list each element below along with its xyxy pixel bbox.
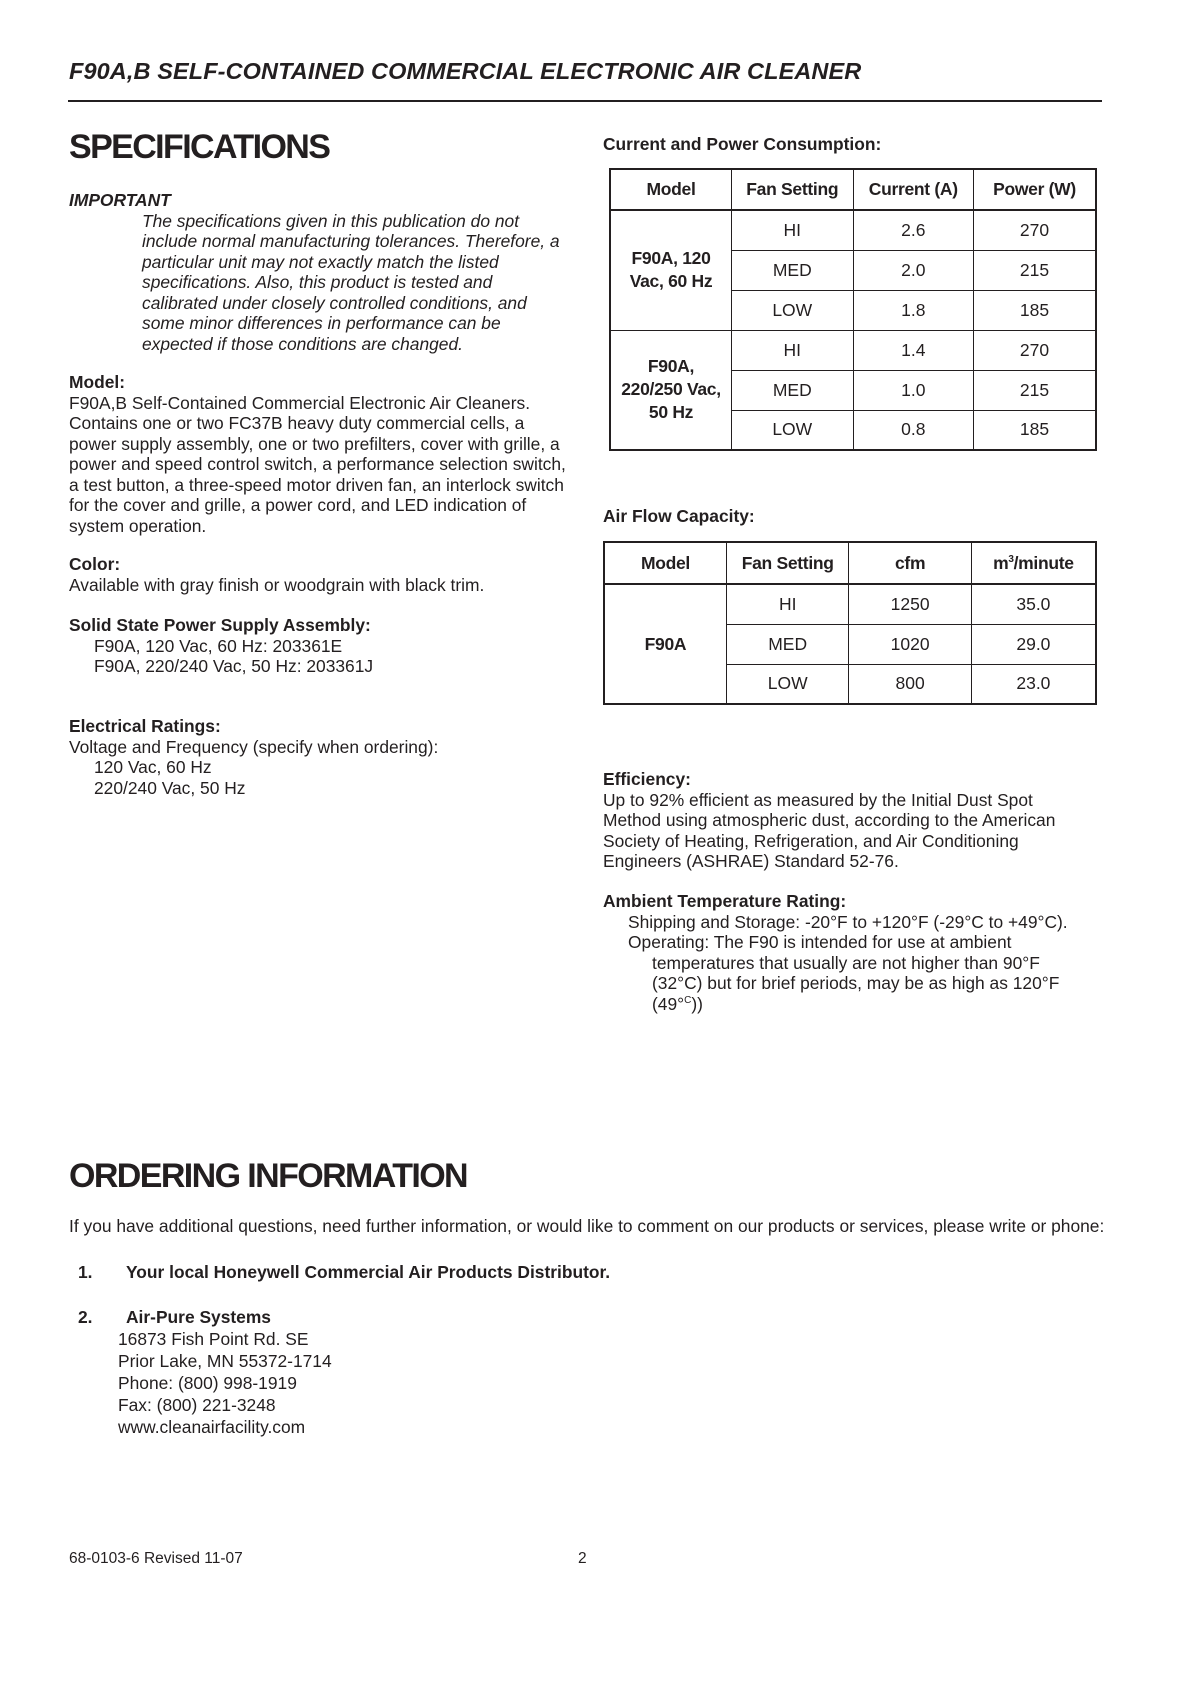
table-cell: 2.0 (853, 250, 974, 290)
model-section (69, 372, 569, 536)
model-cell: F90A (604, 584, 726, 704)
table-cell: 800 (849, 664, 971, 704)
m3-sup: 3 (1008, 553, 1014, 565)
power-supply-line: F90A, 220/240 Vac, 50 Hz: 203361J (94, 656, 374, 676)
efficiency-text: Up to 92% efficient as measured by the Initial Dust Spot Method using atmospheric dust, according to the American Society of Heating, Refrigeration, and Air Conditioning Engineers (ASHRAE) Standard 52-76. (603, 789, 1056, 871)
table-cell: 23.0 (971, 664, 1096, 704)
model-text: F90A,B Self-Contained Commercial Electronic Air Cleaners. Contains one or two FC37B heavy duty commercial cells, a power supply assembly, one or two prefilters, cover with grille, a power and speed control switch, a performance selection switch, a test button, a three-speed motor driven fan, an interlock switch for the cover and grille, a power cord, and LED indication of system operation. (69, 392, 566, 536)
table-cell: 29.0 (971, 624, 1096, 664)
ambient-label: Ambient Temperature Rating: (603, 891, 847, 911)
power-supply-section (69, 615, 569, 677)
address-line: Prior Lake, MN 55372-1714 (118, 1351, 332, 1371)
table-cell: 270 (974, 330, 1096, 370)
ordering-item-title: Air-Pure Systems (126, 1307, 271, 1327)
column-header: Fan Setting (732, 169, 853, 210)
ambient-operating-text: Operating: The F90 is intended for use at ambient temperatures that usually are not higher than 90°F (32°C) but for brief periods, may be as high as 120°F (49° (628, 932, 1060, 1014)
footer-page-number: 2 (578, 1550, 587, 1567)
phone-line: Phone: (800) 998-1919 (118, 1373, 297, 1393)
airflow-table (603, 541, 1097, 705)
m3-rest: /minute (1013, 552, 1074, 573)
table-cell: 1.8 (853, 290, 974, 330)
electrical-line: 220/240 Vac, 50 Hz (94, 777, 246, 798)
table-cell: 35.0 (971, 584, 1096, 624)
model-cell-line: F90A, 120 (631, 248, 711, 269)
footer-doc-number: 68-0103-6 Revised 11-07 (69, 1550, 243, 1567)
ordering-item-2 (78, 1306, 878, 1438)
current-table-title: Current and Power Consumption: (603, 134, 882, 154)
table-cell: 1.4 (853, 330, 974, 370)
table-cell: MED (732, 370, 853, 410)
column-header: Model (610, 169, 732, 210)
table-cell: 185 (974, 410, 1096, 450)
table-cell: 1250 (849, 584, 971, 624)
ordering-item-title: Your local Honeywell Commercial Air Products Distributor. (126, 1262, 611, 1282)
efficiency-section (603, 769, 1093, 872)
table-cell: 185 (974, 290, 1096, 330)
address-line: 16873 Fish Point Rd. SE (118, 1329, 309, 1349)
ordering-intro: If you have additional questions, need further information, or would like to comment on our products or services, please write or phone: (69, 1216, 1105, 1236)
table-row (610, 210, 1096, 250)
important-note (69, 190, 569, 354)
table-cell: LOW (732, 410, 853, 450)
electrical-label: Electrical Ratings: (69, 716, 221, 736)
model-cell-line: 50 Hz (648, 402, 694, 423)
important-text: The specifications given in this publication do not include normal manufacturing tolerances. Therefore, a particular unit may not exactly match the listed specifications. Also, this product is tested and calibrated under closely controlled conditions, and some minor differences in performance can be expected if those conditions are changed. (142, 210, 560, 354)
document-header-title: F90A,B SELF-CONTAINED COMMERCIAL ELECTRONIC AIR CLEANER (69, 58, 862, 84)
column-header: Current (A) (853, 169, 974, 210)
ordering-item-number: 1. (78, 1262, 93, 1282)
table-cell: 270 (974, 210, 1096, 250)
important-label: IMPORTANT (69, 190, 171, 210)
ordering-item-1 (78, 1262, 878, 1283)
table-cell: 2.6 (853, 210, 974, 250)
ambient-section (603, 891, 1103, 1014)
column-header: cfm (849, 542, 971, 584)
power-supply-line: F90A, 120 Vac, 60 Hz: 203361E (94, 635, 343, 656)
table-cell: 1.0 (853, 370, 974, 410)
table-cell: LOW (732, 290, 853, 330)
ordering-item-number: 2. (78, 1307, 93, 1327)
ordering-heading: ORDERING INFORMATION (69, 1157, 468, 1195)
column-header: Model (604, 542, 726, 584)
table-cell: HI (726, 584, 849, 624)
model-cell-line: F90A, (647, 356, 695, 377)
table-cell: LOW (726, 664, 849, 704)
electrical-section (69, 716, 569, 798)
ambient-operating-end: )) (691, 993, 703, 1014)
header-rule (68, 100, 1102, 102)
ambient-shipping: Shipping and Storage: -20°F to +120°F (-29°C to +49°C). (628, 911, 1068, 932)
table-cell: MED (726, 624, 849, 664)
color-section (69, 554, 569, 595)
fax-line: Fax: (800) 221-3248 (118, 1395, 276, 1415)
column-header: Power (W) (974, 169, 1096, 210)
table-cell: 0.8 (853, 410, 974, 450)
color-label: Color: (69, 554, 121, 574)
power-supply-label: Solid State Power Supply Assembly: (69, 615, 371, 635)
table-cell: MED (732, 250, 853, 290)
table-header-row (604, 542, 1096, 584)
airflow-table-title: Air Flow Capacity: (603, 506, 755, 526)
ambient-operating-sup: C (684, 994, 692, 1006)
current-power-table (609, 168, 1097, 451)
color-text: Available with gray finish or woodgrain with black trim. (69, 574, 485, 595)
model-cell-line: 220/250 Vac, (621, 379, 721, 400)
table-row (610, 330, 1096, 370)
table-row (604, 584, 1096, 624)
ambient-operating (603, 932, 1078, 1014)
efficiency-label: Efficiency: (603, 769, 691, 789)
table-cell: 215 (974, 370, 1096, 410)
model-cell (610, 330, 732, 450)
column-header (971, 542, 1096, 584)
model-cell (610, 210, 732, 330)
electrical-intro: Voltage and Frequency (specify when ordering): (69, 736, 439, 757)
specifications-heading: SPECIFICATIONS (69, 128, 330, 166)
m3-base: m (993, 552, 1009, 573)
table-cell: 1020 (849, 624, 971, 664)
website-link[interactable]: www.cleanairfacility.com (118, 1417, 306, 1437)
electrical-line: 120 Vac, 60 Hz (94, 757, 212, 777)
table-cell: HI (732, 330, 853, 370)
table-header-row (610, 169, 1096, 210)
table-cell: 215 (974, 250, 1096, 290)
model-cell-line: Vac, 60 Hz (629, 271, 713, 292)
model-label: Model: (69, 372, 126, 392)
column-header: Fan Setting (726, 542, 849, 584)
table-cell: HI (732, 210, 853, 250)
